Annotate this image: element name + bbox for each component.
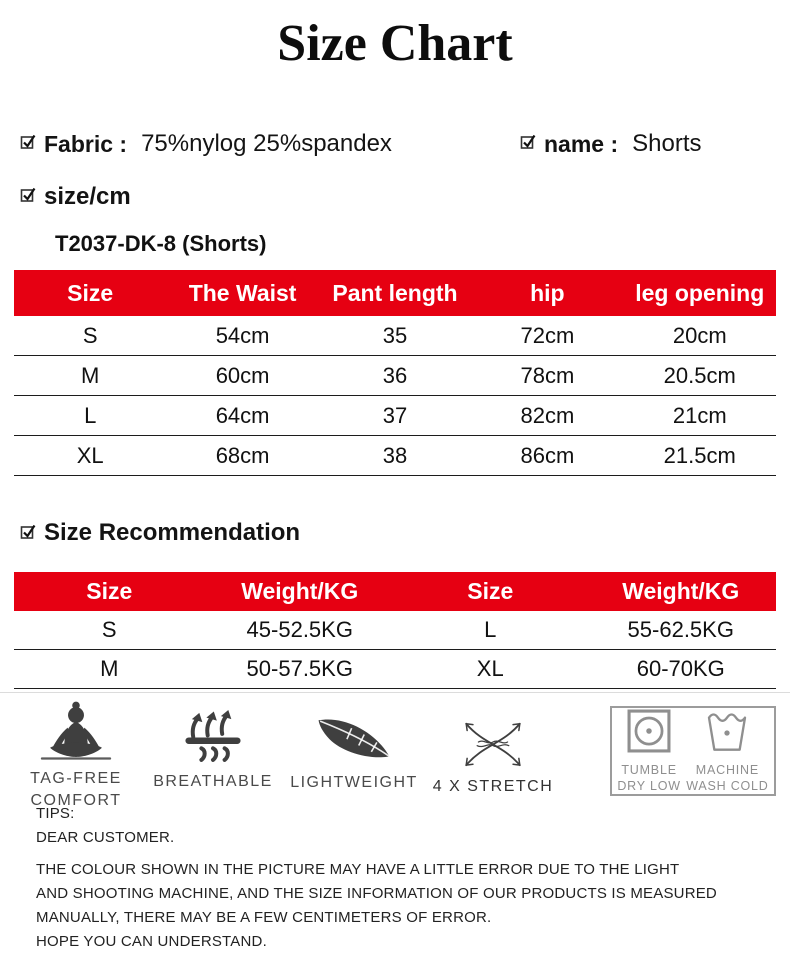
cell: 21cm <box>672 402 727 428</box>
care-label: DRY LOW <box>617 778 681 793</box>
fabric-row <box>20 130 392 158</box>
care-instructions-box <box>610 706 776 796</box>
name-value: Shorts <box>632 130 702 157</box>
cell: 86cm <box>520 442 575 468</box>
tips-salutation: DEAR CUSTOMER. <box>36 829 175 846</box>
cell: 64cm <box>215 402 270 428</box>
model-code: T2037-DK-8 (Shorts) <box>55 231 267 256</box>
machine-wash-icon <box>686 709 768 758</box>
care-item-machine-wash <box>686 709 768 794</box>
cell: 82cm <box>520 402 575 428</box>
table-row <box>14 356 776 396</box>
recommendation-table <box>14 572 776 689</box>
section-divider <box>0 692 790 693</box>
checkbox-icon <box>20 519 37 547</box>
feature-label: COMFORT <box>30 792 122 809</box>
meditation-icon <box>12 700 140 762</box>
recommendation-table-header <box>14 572 776 611</box>
care-item-tumble-dry <box>617 709 681 794</box>
care-label: WASH COLD <box>686 778 769 793</box>
feature-label: BREATHABLE <box>153 773 273 790</box>
tips-heading: TIPS: <box>36 805 75 822</box>
cell: M <box>81 362 100 388</box>
cell: 35 <box>382 322 408 348</box>
stretch-icon <box>428 714 558 770</box>
cell: 60-70KG <box>636 656 725 681</box>
col-header: Pant length <box>332 279 458 306</box>
size-unit-row <box>20 183 131 211</box>
table-row <box>14 436 776 476</box>
page-title: Size Chart <box>277 15 513 72</box>
cell: 54cm <box>215 322 270 348</box>
cell: 45-52.5KG <box>246 617 353 642</box>
checkbox-icon <box>20 133 37 155</box>
feature-4x-stretch <box>428 714 558 797</box>
table-row <box>14 611 776 650</box>
fabric-value: 75%nylog 25%spandex <box>141 130 392 157</box>
col-header: leg opening <box>635 279 765 306</box>
table-row <box>14 396 776 436</box>
cell: 60cm <box>215 362 270 388</box>
tips-line: MANUALLY, THERE MAY BE A FEW CENTIMETERS OF ERROR. <box>36 909 492 926</box>
size-recommendation-heading <box>20 519 300 547</box>
cell: S <box>82 322 98 348</box>
feature-tag-free-comfort <box>12 700 140 811</box>
size-unit-label: size/cm <box>44 183 131 210</box>
cell: 37 <box>382 402 408 428</box>
cell: M <box>100 656 119 681</box>
cell: 55-62.5KG <box>627 617 734 642</box>
col-header: Weight/KG <box>241 578 359 604</box>
size-recommendation-label: Size Recommendation <box>44 519 301 546</box>
cell: L <box>84 402 97 428</box>
size-table <box>14 270 776 476</box>
col-header: Size <box>67 279 114 306</box>
col-header: The Waist <box>188 279 297 306</box>
feather-icon <box>288 714 420 766</box>
feature-label: 4 X STRETCH <box>432 778 554 795</box>
tips-block <box>36 802 717 954</box>
name-label: name : <box>544 130 619 157</box>
col-header: hip <box>530 279 565 306</box>
cell: 38 <box>382 442 408 468</box>
feature-label: TAG-FREE <box>30 770 122 787</box>
tips-line: AND SHOOTING MACHINE, AND THE SIZE INFORMATION OF OUR PRODUCTS IS MEASURED <box>36 885 717 902</box>
care-label: MACHINE <box>695 762 760 777</box>
care-label: TUMBLE <box>621 762 677 777</box>
feature-lightweight <box>288 714 420 793</box>
size-table-header <box>14 270 776 316</box>
tumble-dry-icon <box>617 709 681 758</box>
table-row <box>14 316 776 356</box>
cell: 78cm <box>520 362 575 388</box>
cell: XL <box>76 442 104 468</box>
col-header: Weight/KG <box>622 578 740 604</box>
cell: S <box>101 617 117 642</box>
cell: XL <box>476 656 504 681</box>
cell: 36 <box>382 362 408 388</box>
checkbox-icon <box>520 133 537 155</box>
fabric-label: Fabric : <box>44 130 128 157</box>
table-row <box>14 650 776 689</box>
tips-line: HOPE YOU CAN UNDERSTAND. <box>36 933 267 950</box>
name-row <box>520 130 702 158</box>
cell: 20.5cm <box>663 362 736 388</box>
cell: 50-57.5KG <box>246 656 353 681</box>
tips-line: THE COLOUR SHOWN IN THE PICTURE MAY HAVE A LITTLE ERROR DUE TO THE LIGHT <box>36 861 680 878</box>
cell: 72cm <box>520 322 575 348</box>
checkbox-icon <box>20 186 37 208</box>
cell: 21.5cm <box>663 442 736 468</box>
cell: 20cm <box>672 322 727 348</box>
breathable-icon <box>148 707 278 765</box>
feature-label: LIGHTWEIGHT <box>290 774 418 791</box>
col-header: Size <box>467 578 514 604</box>
feature-breathable <box>148 707 278 792</box>
cell: L <box>484 617 497 642</box>
col-header: Size <box>86 578 133 604</box>
cell: 68cm <box>215 442 270 468</box>
